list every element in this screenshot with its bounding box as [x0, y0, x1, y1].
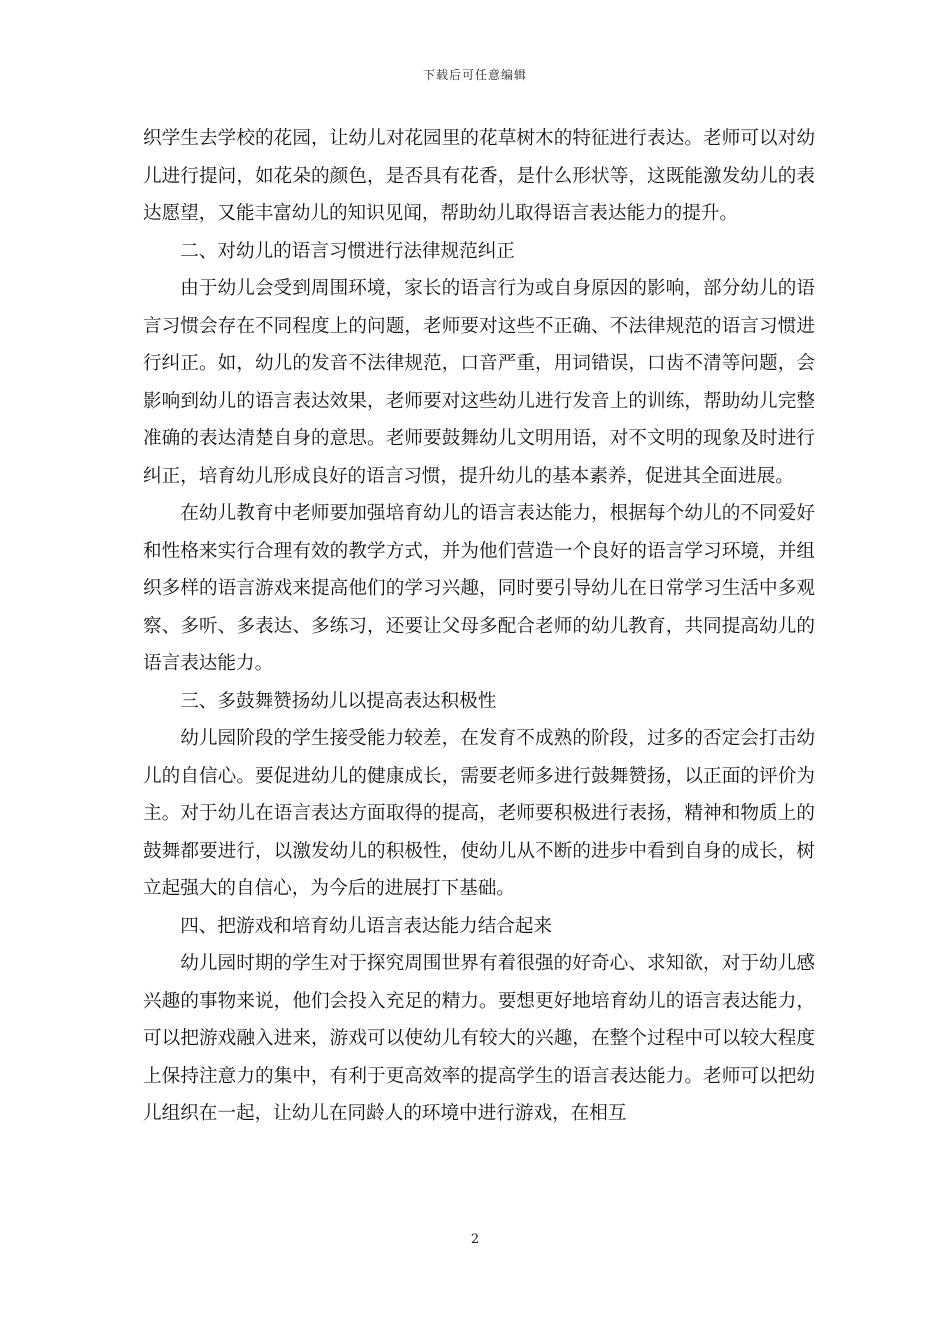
section-heading-4: 四、把游戏和培育幼儿语言表达能力结合起来 [180, 915, 553, 937]
page-number: 2 [470, 1232, 480, 1247]
paragraph: 幼儿园时期的学生对于探究周围世界有着很强的好奇心、求知欲，对于幼儿感兴趣的事物来说，他们会投入充足的精力。要想更好地培育幼儿的语言表达能力，可以把游戏融入进来，游戏可以使幼儿有较大的兴趣，在整个过程中可以较大程度上保持注意力的集中，有利于更高效率的提高学生的语言表达能力。老师可以把幼儿组织在一起，让幼儿在同龄人的环境中进行游戏，在相互 [143, 953, 815, 1124]
paragraph: 由于幼儿会受到周围环境，家长的语言行为或自身原因的影响，部分幼儿的语言习惯会存在不同程度上的问题，老师要对这些不正确、不法律规范的语言习惯进行纠正。如，幼儿的发音不法律规范，口音严重，用词错误，口齿不清等问题，会影响到幼儿的语言表达效果，老师要对这些幼儿进行发音上的训练，帮助幼儿完整准确的表达清楚自身的意思。老师要鼓舞幼儿文明用语，对不文明的现象及时进行纠正，培育幼儿形成良好的语言习惯，提升幼儿的基本素养，促进其全面进展。 [143, 278, 815, 487]
paragraph: 在幼儿教育中老师要加强培育幼儿的语言表达能力，根据每个幼儿的不同爱好和性格来实行合理有效的教学方式，并为他们营造一个良好的语言学习环境，并组织多样的语言游戏来提高他们的学习兴趣，同时要引导幼儿在日常学习生活中多观察、多听、多表达、多练习，还要让父母多配合老师的幼儿教育，共同提高幼儿的语言表达能力。 [143, 503, 815, 674]
page-header-note: 下载后可任意编辑 [422, 68, 527, 82]
section-heading-2: 二、对幼儿的语言习惯进行法律规范纠正 [180, 240, 515, 262]
body-text [143, 120, 815, 1133]
paragraph: 幼儿园阶段的学生接受能力较差，在发育不成熟的阶段，过多的否定会打击幼儿的自信心。要促进幼儿的健康成长，需要老师多进行鼓舞赞扬，以正面的评价为主。对于幼儿在语言表达方面取得的提高，老师要积极进行表扬，精神和物质上的鼓舞都要进行，以激发幼儿的积极性，使幼儿从不断的进步中看到自身的成长，树立起强大的自信心，为今后的进展打下基础。 [143, 728, 815, 899]
section-heading-3: 三、多鼓舞赞扬幼儿以提高表达积极性 [180, 690, 497, 712]
paragraph-continuation: 织学生去学校的花园，让幼儿对花园里的花草树木的特征进行表达。老师可以对幼儿进行提问，如花朵的颜色，是否具有花香，是什么形状等，这既能激发幼儿的表达愿望，又能丰富幼儿的知识见闻，帮助幼儿取得语言表达能力的提升。 [143, 128, 815, 224]
